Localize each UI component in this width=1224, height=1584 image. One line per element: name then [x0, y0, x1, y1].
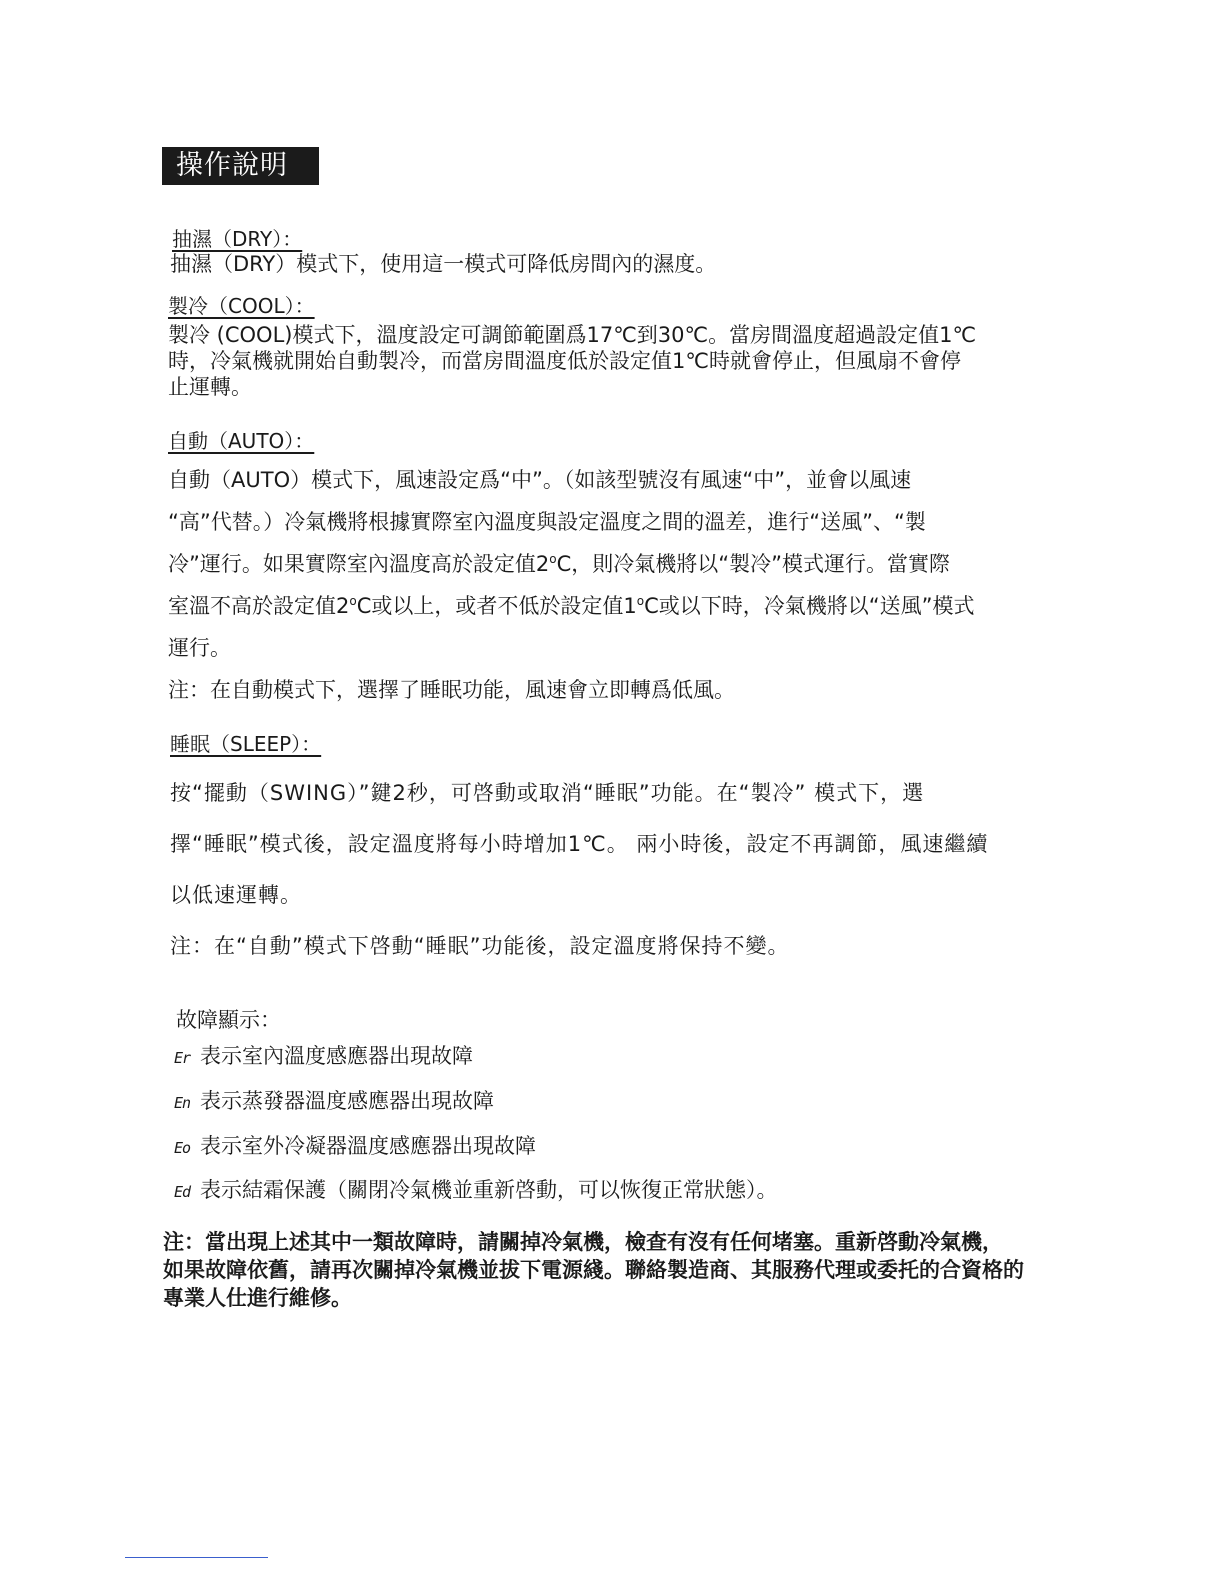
cool-line: 止運轉。: [168, 375, 252, 399]
auto-note: 注：在自動模式下，選擇了睡眠功能，風速會立即轉爲低風。: [168, 678, 735, 702]
sleep-heading: 睡眠（SLEEP）：: [170, 732, 322, 756]
footer-rule: [125, 1557, 268, 1558]
faults-heading: 故障顯示：: [176, 1008, 281, 1032]
final-note: [163, 1228, 1024, 1312]
fault-item: [174, 1088, 494, 1116]
auto-text: C或以上，或者不低於設定值1: [356, 594, 637, 618]
cool-heading: 製冷（COOL）：: [168, 294, 315, 318]
auto-text: C或以下時，冷氣機將以“送風”模式: [644, 594, 975, 618]
fault-item: [174, 1133, 536, 1161]
final-note-line: 如果故障依舊，請再次關掉冷氣機並拔下電源綫。聯絡製造商、其服務代理或委托的合資格的: [163, 1258, 1024, 1282]
dry-heading: 抽濕（DRY）：: [172, 227, 303, 251]
fault-item: [174, 1043, 473, 1071]
degree-mark: o: [549, 552, 557, 566]
auto-line: “高”代替。）冷氣機將根據實際室內溫度與設定溫度之間的溫差，進行“送風”、“製: [168, 510, 926, 534]
fault-text: 表示室內溫度感應器出現故障: [200, 1044, 473, 1068]
auto-text: 冷”運行。如果實際室內溫度高於設定值2: [168, 552, 550, 576]
sleep-line: 按“擺動（SWING）”鍵2秒，可啓動或取消“睡眠”功能。在“製冷” 模式下，選: [170, 781, 925, 805]
fault-text: 表示室外冷凝器溫度感應器出現故障: [200, 1134, 536, 1158]
auto-line: 自動（AUTO）模式下，風速設定爲“中”。（如該型號沒有風速“中”，並會以風速: [168, 468, 912, 492]
sleep-line: 擇“睡眠”模式後，設定溫度將每小時增加1℃。 兩小時後，設定不再調節，風速繼續: [170, 832, 989, 856]
cool-body: [168, 322, 976, 400]
fault-code: Eo: [174, 1139, 191, 1157]
final-note-line: 專業人仕進行維修。: [163, 1286, 352, 1310]
fault-code: En: [174, 1094, 191, 1112]
degree-mark: o: [349, 594, 357, 608]
fault-code: Er: [174, 1049, 191, 1067]
degree-mark: o: [636, 594, 645, 608]
cool-line: 時，冷氣機就開始自動製冷，而當房間溫度低於設定值1℃時就會停止，但風扇不會停: [168, 349, 961, 373]
auto-line: [168, 543, 975, 585]
fault-code: Ed: [174, 1183, 191, 1201]
cool-line: 製冷 (COOL)模式下，溫度設定可調節範圍爲17℃到30℃。當房間溫度超過設定值1℃: [168, 323, 977, 347]
fault-text: 表示結霜保護（關閉冷氣機並重新啓動，可以恢復正常狀態）。: [200, 1178, 778, 1202]
fault-item: [174, 1177, 778, 1205]
auto-heading: 自動（AUTO）：: [168, 429, 315, 453]
auto-text: C，則冷氣機將以“製冷”模式運行。當實際: [556, 552, 951, 576]
sleep-line: 以低速運轉。: [170, 883, 302, 907]
fault-text: 表示蒸發器溫度感應器出現故障: [200, 1089, 494, 1113]
final-note-line: 注：當出現上述其中一類故障時，請關掉冷氣機，檢查有沒有任何堵塞。重新啓動冷氣機，: [163, 1230, 1003, 1254]
page-title: 操作說明: [162, 147, 319, 185]
auto-line: 運行。: [168, 636, 231, 660]
sleep-body: [170, 768, 988, 972]
sleep-note: 注：在“自動”模式下啓動“睡眠”功能後，設定溫度將保持不變。: [170, 934, 790, 958]
auto-line: [168, 585, 975, 627]
auto-text: 室溫不高於設定值2: [168, 594, 350, 618]
dry-text: 抽濕（DRY）模式下，使用這一模式可降低房間內的濕度。: [170, 252, 717, 276]
auto-body: [168, 459, 975, 711]
